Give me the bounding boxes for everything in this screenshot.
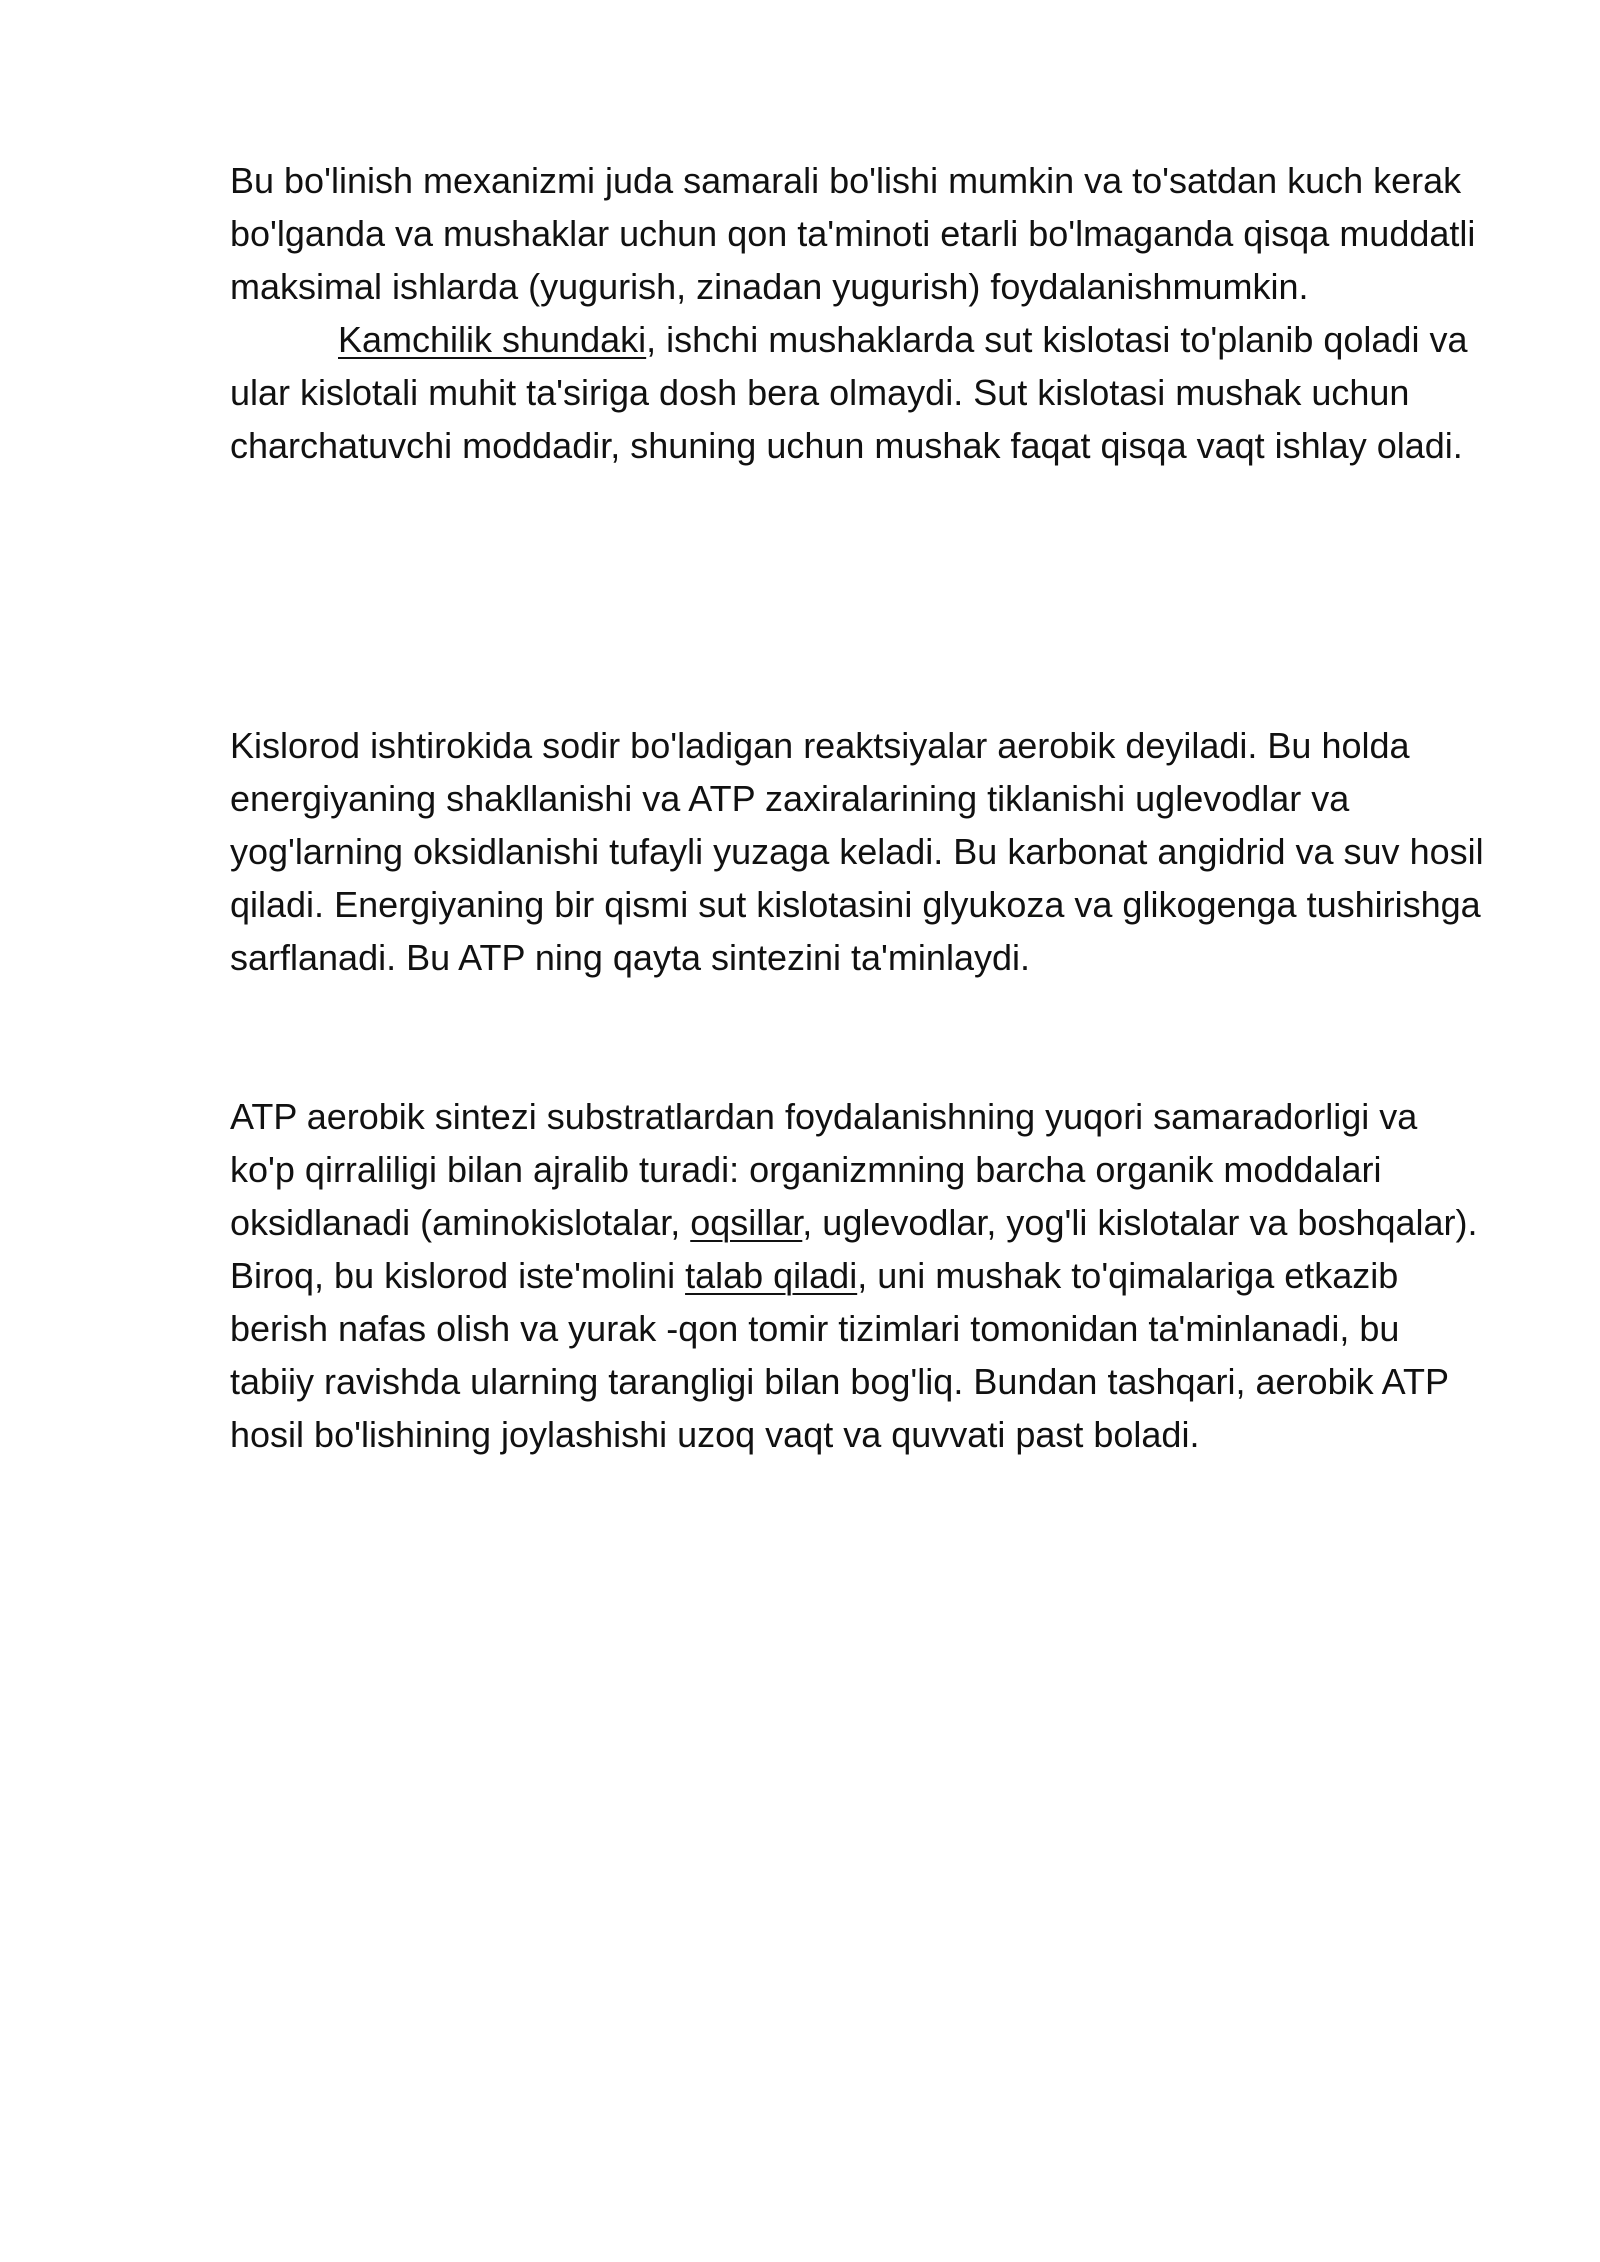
paragraph-text: Bu bo'linish mexanizmi juda samarali bo'lishi mumkin va to'satdan kuch kerak bo'lganda va mushaklar uchun qon ta'minoti etarli bo'lmaganda qisqa muddatli maksimal ishlarda (yugurish, zinadan yugurish) foydalanishmumkin. [230,160,1476,307]
paragraph [230,313,1490,472]
paragraph-text: ATP aerobik sintezi substratlardan foydalanishning yuqori samaradorligi va ko'p qirraliligi bilan ajralib turadi: organizmning barcha organik moddalari oksidlanadi (aminokislotalar, [230,1096,1418,1243]
paragraph-text: , uni mushak to'qimalariga etkazib berish nafas olish va yurak -qon tomir tizimlari tomonidan ta'minlanadi, bu tabiiy ravishda ularning tarangligi bilan bog'liq. Bundan tashqari, aerobik ATP hosil bo'lishining joylashishi uzoq vaqt va quvvati past boladi. [230,1255,1449,1455]
paragraph [230,154,1490,313]
paragraph [230,1090,1490,1249]
section-aerobic-atp-synthesis [230,1090,1490,1461]
underlined-phrase: talab qiladi [685,1255,858,1296]
paragraph [230,1249,1490,1461]
paragraph-text: , uglevodlar, yog'li kislotalar va boshqalar). [802,1202,1478,1243]
paragraph-text: , ishchi mushaklarda sut kislotasi to'planib qoladi va ular kislotali muhit ta'siriga dosh bera olmaydi. Sut kislotasi mushak uchun charchatuvchi moddadir, shuning uchun mushak faqat qisqa vaqt ishlay oladi. [230,319,1468,466]
paragraph-text: Kislorod ishtirokida sodir bo'ladigan reaktsiyalar aerobik deyiladi. Bu holda energiyaning shakllanishi va ATP zaxiralarining tiklanishi uglevodlar va yog'larning oksidlanishi tufayli yuzaga keladi. Bu karbonat angidrid va suv hosil qiladi. Energiyaning bir qismi sut kislotasini glyukoza va glikogenga tushirishga sarflanadi. Bu ATP ning qayta sintezini ta'minlaydi. [230,725,1484,978]
section-anaerobic [230,154,1490,472]
paragraph [230,719,1490,984]
section-aerobic-reactions [230,719,1490,984]
paragraph-text: Biroq, bu kislorod iste'molini [230,1255,686,1296]
underlined-phrase: oqsillar [690,1202,803,1243]
underlined-phrase: Kamchilik shundaki [338,319,647,360]
